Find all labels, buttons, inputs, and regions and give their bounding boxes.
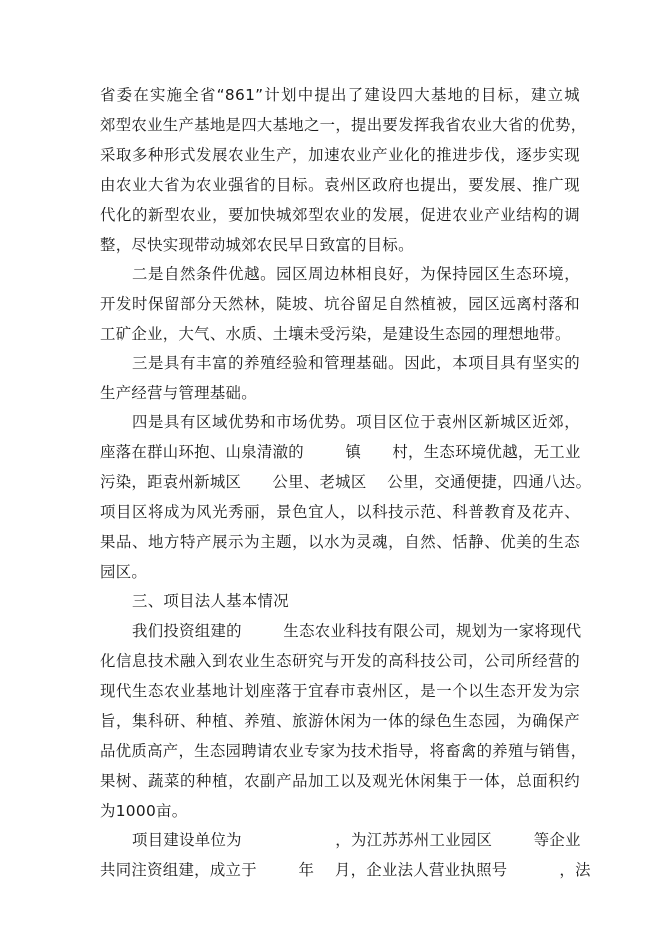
paragraph-line: 为1000亩。 — [100, 802, 188, 820]
paragraph-line: 园区。 — [100, 563, 148, 581]
paragraph-line: 共同注资组建，成立于 年 月，企业法人营业执照号 ，法 — [100, 861, 591, 879]
paragraph-line: 果树、蔬菜的种植，农副产品加工以及观光休闲集于一体，总面积约 — [100, 772, 580, 790]
paragraph-line: 现代生态农业基地计划座落于宜春市袁州区，是一个以生态开发为宗 — [100, 682, 580, 700]
paragraph-line: 采取多种形式发展农业生产，加速农业产业化的推进步伐，逐步实现 — [100, 146, 580, 164]
paragraph-line: 整，尽快实现带动城郊农民早日致富的目标。 — [100, 236, 414, 254]
paragraph-line: 二是自然条件优越。园区周边林相良好，为保持园区生态环境， — [132, 265, 580, 283]
paragraph-line: 果品、地方特产展示为主题，以水为灵魂，自然、恬静、优美的生态 — [100, 533, 580, 551]
paragraph-line: 我们投资组建的 生态农业科技有限公司，规划为一家将现代 — [132, 622, 582, 640]
paragraph-line: 品优质高产，生态园聘请农业专家为技术指导，将畜禽的养殖与销售， — [100, 742, 587, 760]
paragraph-line: 省委在实施全省“861”计划中提出了建设四大基地的目标，建立城 — [100, 86, 580, 104]
paragraph-line: 四是具有区域优势和市场优势。项目区位于袁州区新城区近郊， — [132, 413, 580, 431]
paragraph-line: 三是具有丰富的养殖经验和管理基础。因此，本项目具有坚实的 — [132, 354, 580, 372]
paragraph-line: 项目区将成为风光秀丽，景色宜人，以科技示范、科普教育及花卉、 — [100, 503, 580, 521]
section-heading: 三、项目法人基本情况 — [132, 592, 289, 610]
paragraph-line: 工矿企业，大气、水质、土壤未受污染，是建设生态园的理想地带。 — [100, 325, 571, 343]
paragraph-line: 代化的新型农业，要加快城郊型农业的发展，促进农业产业结构的调 — [100, 206, 580, 224]
paragraph-line: 座落在群山环抱、山泉清澈的 镇 村，生态环境优越，无工业 — [100, 443, 581, 461]
paragraph-line: 郊型农业生产基地是四大基地之一，提出要发挥我省农业大省的优势， — [100, 116, 587, 134]
paragraph-line: 污染，距袁州新城区 公里、老城区 公里，交通便捷，四通八达。 — [100, 473, 592, 491]
paragraph-line: 旨，集科研、种植、养殖、旅游休闲为一体的绿色生态园，为确保产 — [100, 712, 580, 730]
paragraph-line: 项目建设单位为 ，为江苏苏州工业园区 等企业 — [132, 831, 581, 849]
paragraph-line: 由农业大省为农业强省的目标。袁州区政府也提出，要发展、推广现 — [100, 176, 580, 194]
paragraph-line: 化信息技术融入到农业生态研究与开发的高科技公司，公司所经营的 — [100, 652, 580, 670]
paragraph-line: 生产经营与管理基础。 — [100, 384, 257, 402]
paragraph-line: 开发时保留部分天然林，陡坡、坑谷留足自然植被，园区远离村落和 — [100, 295, 580, 313]
